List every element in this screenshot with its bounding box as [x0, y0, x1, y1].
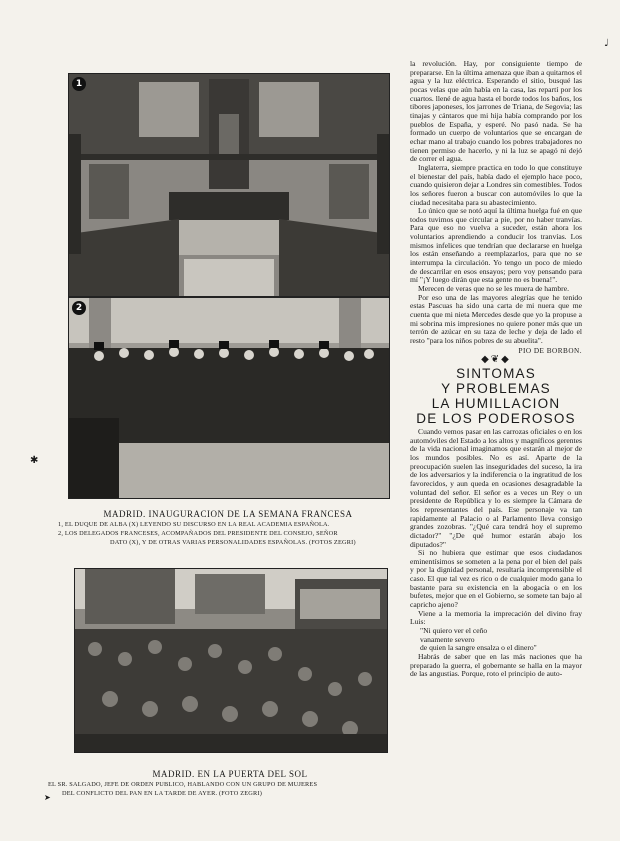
- photo-number-badge-1: 1: [72, 77, 86, 91]
- caption-1-line-1: 1, EL DUQUE DE ALBA (X) LEYENDO SU DISCURSO EN LA REAL ACADEMIA ESPAÑOLA.: [58, 521, 330, 528]
- photo-academy-hall: [68, 73, 390, 297]
- headline-line-2: Y PROBLEMAS: [441, 380, 551, 396]
- corner-mark-icon: ♩: [604, 38, 609, 49]
- headline-line-4: DE LOS PODEROSOS: [416, 410, 576, 426]
- article-2-paragraph-3: Viene a la memoria la imprecación del divino fray Luis:: [410, 608, 582, 627]
- article-1-paragraph-2: Inglaterra, siempre practica en todo lo que constituye el bienestar del país, había dado el ejemplo hace poco, cuando quisieron dejar a Londres sin comestibles. Todos los señores fueron a buscar con automóviles lo que la ciudad necesitaba para su abastecimiento.: [410, 162, 582, 207]
- article-1-paragraph-4: Merecen de veras que no se les muera de hambre.: [418, 284, 569, 294]
- article-1-paragraph-1: la revolución. Hay, por consiguiente tiempo de prepararse. En la última amenaza que iban a quitarnos el agua y la luz eléctrica. Esperando el sitio, busqué las pocas velas que aún había en la casa, las repartí por los cuartos. llené de agua hasta el borde todos los baños, los tibores japoneses, los jarrones de Triana, de Segovia; las tinajas y cántaros que mi hija había comprando por los pueblos de España, y esperé. No pasó nada. Se ha formado un cuerpo de voluntarios que se encargan de echar mano al trabajo cuando los pobres trabajadores no tienen permiso de hacerlo, y ni la luz se apagó ni dejó de correr el agua.: [410, 59, 582, 164]
- caption-1-title: MADRID. INAUGURACION DE LA SEMANA FRANCESA: [103, 509, 353, 519]
- caption-1-line-2: 2, LOS DELEGADOS FRANCESES, ACOMPAÑADOS DEL PRESIDENTE DEL CONSEJO, SEÑOR: [58, 530, 338, 537]
- caption-2-title: MADRID. EN LA PUERTA DEL SOL: [152, 769, 308, 779]
- article-1-paragraph-3: Lo único que se notó aquí la última huelga fué en que todos tuvimos que circular a pie, por no haber tranvías. Para que eso no vuelva a suceder, están ahora los voluntarios aprendiendo a conducir los tranvías. Los mismos infelices que tendrían que declararse en huelga los están enseñando a reemplazarlos, para que no se interrumpa la circulación. Yo tengo un poco de miedo de descarrilar en esos ensayos; pero voy pensando para mí "¡Y luego dirán que esta gente no es buena!".: [410, 206, 582, 285]
- ornament-divider: ◆❦◆: [481, 354, 511, 366]
- headline-line-1: SINTOMAS: [456, 365, 536, 381]
- article-1-paragraph-5: Por eso una de las mayores alegrías que he tenido estas Pascuas ha sido una carta de mi nuera que me cuenta que mi nieta Mercedes desde que yo la propuse a mi sobrina mis impresiones no quiere poner más que un terrón de azúcar en su taza de leche y deja de lado el resto "para los niños pobres de su abuelita".: [410, 292, 582, 345]
- poem-quote-line-2: vanamente severo: [420, 634, 475, 644]
- photo-number-badge-2: 2: [72, 301, 86, 315]
- article-2-paragraph-2: Si no hubiera que estimar que esos ciudadanos eminentísimos se someten a la pena por el bien del país y por la dignidad personal, resultaría incomprensible el caso. El que tal vez es rico o de cualquier modo gana lo bastante para su existencia en la abogacía o en los bufetes, mejor que en el Gobierno, se somete tan bajo al capricho ajeno?: [410, 548, 582, 610]
- photo-puerta-del-sol: [74, 568, 388, 753]
- margin-mark-icon: ➤: [44, 793, 51, 802]
- assembly-hall-photo-icon: [69, 74, 389, 296]
- delegates-group-photo-icon: [69, 298, 389, 498]
- article-1-signature: PIO DE BORBON.: [518, 346, 582, 355]
- street-crowd-photo-icon: [75, 569, 387, 752]
- caption-2-line-1: EL SR. SALGADO, JEFE DE ORDEN PUBLICO, HABLANDO CON UN GRUPO DE MUJERES: [48, 781, 318, 788]
- article-2-paragraph-1: Cuando vemos pasar en las carrozas oficiales o en los automóviles del Estado a los altos y magníficos gerentes de la vida nacional imaginamos que estarán al mejor de los mundos posibles. No es así. Aparte de la preocupación suelen las inseguridades del suceso, la ira de los adversarios y la indiferencia o la ingratitud de los favorecidos, y aun queda en ocasiones desagradable la voluntad del señor. El señor es a veces un Rey o un presidente de República y lo es siempre la Cámara de los representantes del país. Ese personaje va tan rapidamente al Palacio o al Parlamento lleva consigo grandes zozobras. "¿Qué cara tendrá hoy el supremo dictador?" "¿De qué humor estarán abajo los diputados?": [410, 426, 582, 549]
- headline-line-3: LA HUMILLACION: [431, 395, 561, 411]
- photo-french-delegates: [68, 297, 390, 499]
- article-2-paragraph-4: Habrás de saber que en las más naciones que ha preparado la guerra, el gobernante se halla en la mayor de las angustias. Porque, roto el principio de auto-: [410, 652, 582, 679]
- caption-1-line-3: DATO (X), Y DE OTRAS VARIAS PERSONALIDADES ESPAÑOLAS. (FOTOS ZEGRI): [110, 539, 356, 546]
- poem-quote-line-1: "Ni quiero ver el ceño: [420, 626, 488, 636]
- poem-quote-line-3: de quien la sangre ensalza o el dinero": [420, 643, 537, 653]
- right-column: [410, 60, 582, 679]
- caption-2-line-2: DEL CONFLICTO DEL PAN EN LA TARDE DE AYER. (FOTO ZEGRI): [62, 790, 263, 797]
- margin-mark-icon: ✱: [30, 455, 39, 466]
